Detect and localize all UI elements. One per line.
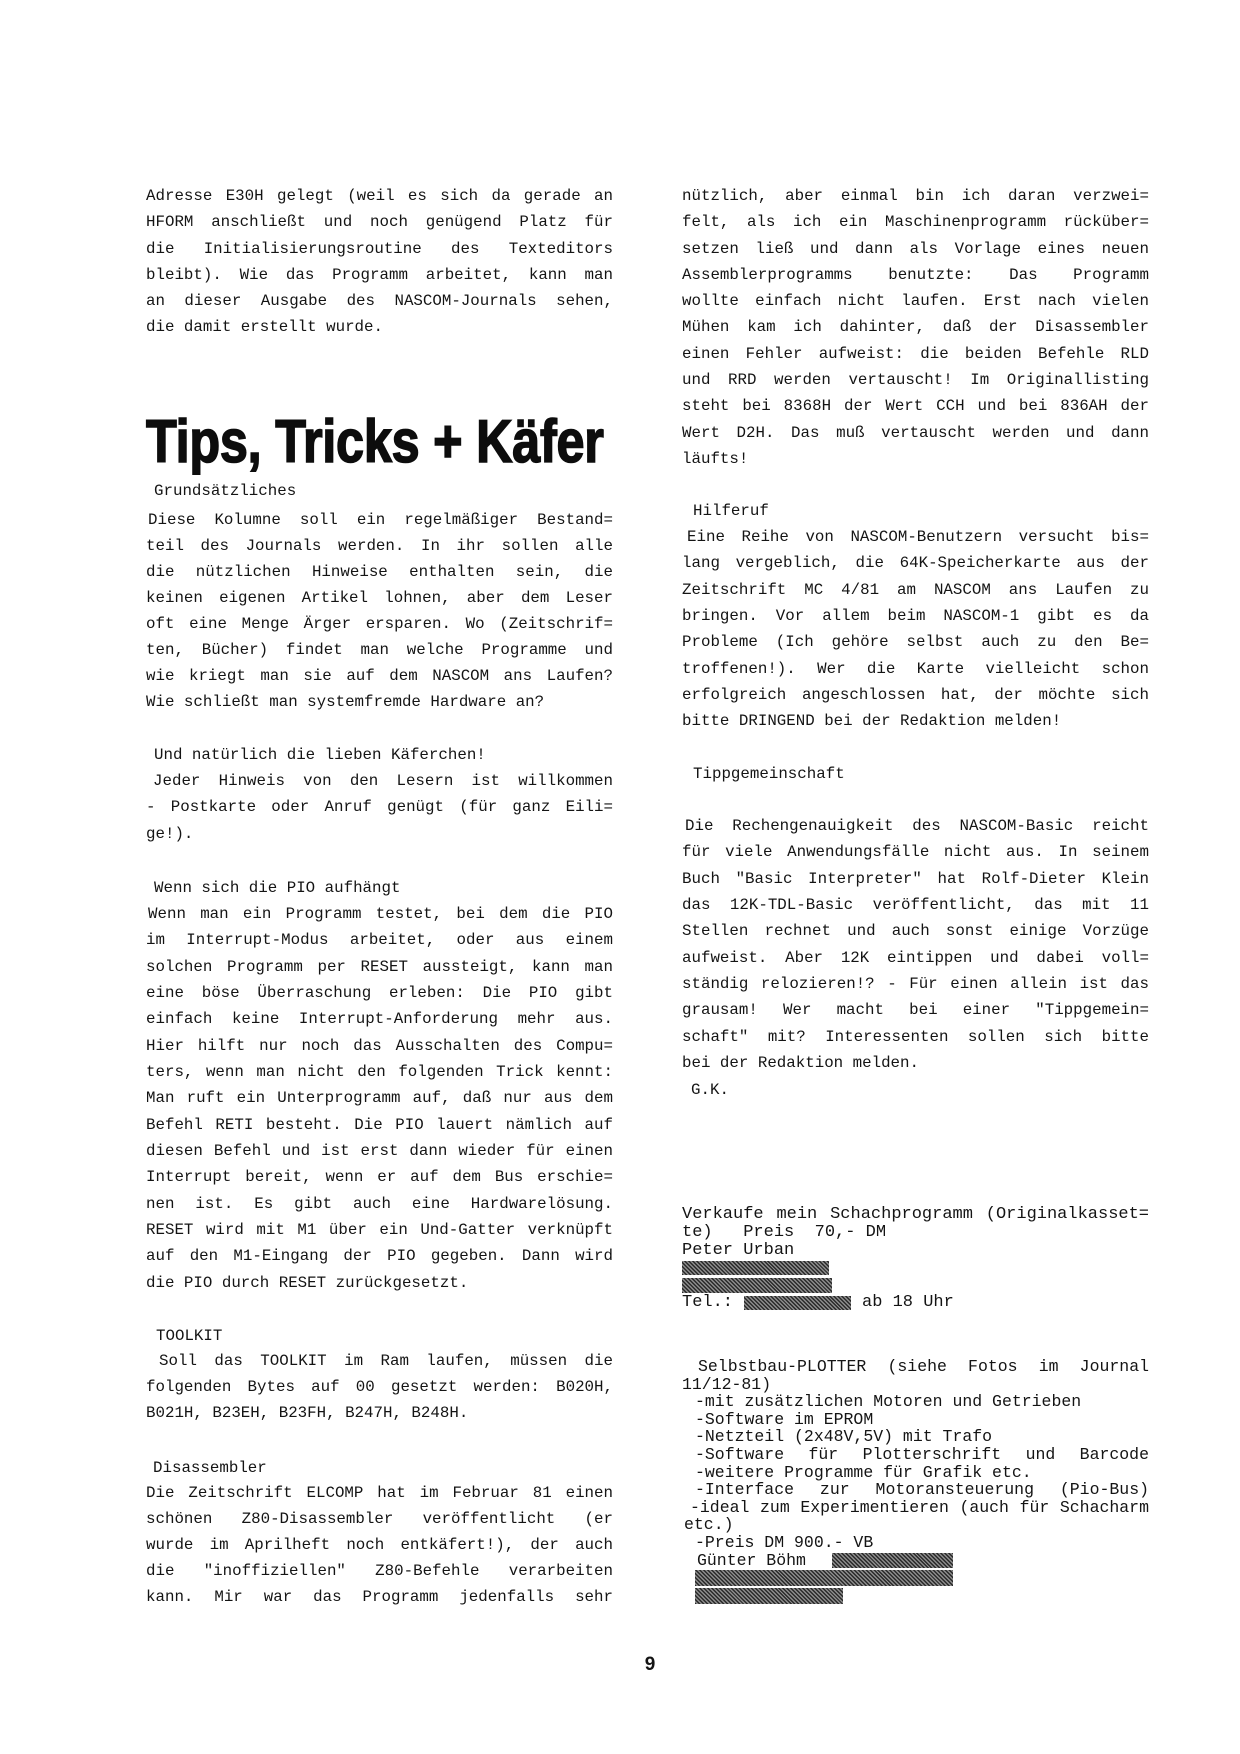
ad-line: Peter Urban: [682, 1241, 795, 1260]
ad-line: Selbstbau-PLOTTER (siehe Fotos im Journal: [698, 1357, 1149, 1376]
text-line: Man ruft ein Unterprogramm auf, daß nur aus dem: [146, 1089, 613, 1108]
text-line: Assemblerprogramms benutzte: Das Programm: [682, 265, 1149, 284]
intro-paragraph: [146, 183, 613, 341]
text-line: Soll das TOOLKIT im Ram laufen, müssen die: [159, 1352, 613, 1370]
text-line: felt, als ich ein Maschinenprogramm rücküber=: [682, 213, 1149, 232]
redacted-phone-bar: [744, 1296, 851, 1310]
text-line: Diese Kolumne soll ein regelmäßiger Bestand=: [148, 511, 613, 529]
text-line: Hier hilft nur noch das Ausschalten des Compu=: [146, 1036, 613, 1055]
text-line: Interrupt bereit, wenn er auf dem Bus erschie=: [146, 1168, 613, 1187]
text-line: an dieser Ausgabe des NASCOM-Journals sehen,: [146, 292, 613, 311]
text-line: die PIO durch RESET zurückgesetzt.: [146, 1273, 469, 1292]
section-heading-grundsaetzliches: Grundsätzliches: [154, 482, 297, 500]
kaeferchen-paragraph: [146, 768, 613, 847]
text-line: aufweist. Aber 12K eintippen und dabei voll=: [682, 948, 1149, 967]
ad-line: -ideal zum Experimentieren (auch für Schacharm: [690, 1497, 1149, 1517]
text-line: Probleme (Ich gehöre selbst auch zu den Be=: [682, 633, 1149, 652]
classified-ad-plotter: [682, 1358, 1149, 1569]
disassembler-paragraph: [146, 1481, 613, 1611]
text-line: auf den M1-Eingang der PIO gegeben. Dann wird: [146, 1247, 613, 1266]
text-line: einen Fehler aufweist: die beiden Befehle RLD: [682, 344, 1149, 363]
section-heading-disassembler: Disassembler: [153, 1459, 267, 1477]
text-line: wie kriegt man sie auf dem NASCOM ans Laufen?: [146, 667, 613, 686]
ad-line: -weitere Programme für Grafik etc.: [695, 1462, 1032, 1482]
ad-line: -Netzteil (2x48V,5V) mit Trafo: [695, 1427, 993, 1447]
text-line: Die Zeitschrift ELCOMP hat im Februar 81 einen: [146, 1484, 613, 1502]
ad-line: -Software für Plotterschrift und Barcode: [695, 1444, 1149, 1464]
text-line: schönen Z80-Disassembler veröffentlicht (er: [146, 1509, 613, 1528]
section-heading-hilferuf: Hilferuf: [693, 502, 769, 520]
text-line: RESET wird mit M1 über ein Und-Gatter verknüpft: [146, 1220, 613, 1239]
text-line: das 12K-TDL-Basic veröffentlicht, das mit 11: [682, 896, 1149, 915]
text-line: läufts!: [682, 449, 749, 468]
ad-line: te) Preis 70,- DM: [682, 1223, 887, 1242]
text-line: Eine Reihe von NASCOM-Benutzern versucht bis=: [687, 528, 1149, 546]
ad-line: -Software im EPROM: [695, 1409, 874, 1429]
text-line: - Postkarte oder Anruf genügt (für ganz Eili=: [146, 798, 613, 817]
ad-line: etc.): [684, 1515, 734, 1535]
ad-line: -mit zusätzlichen Motoren und Getrieben: [695, 1392, 1082, 1412]
text-line: die Initialisierungsroutine des Texteditors: [146, 239, 613, 258]
page-number: 9: [644, 1654, 656, 1675]
text-line: bei der Redaktion melden.: [682, 1054, 919, 1073]
toolkit-paragraph: [146, 1348, 613, 1427]
text-line: oft eine Menge Ärger ersparen. Wo (Zeitschrif=: [146, 615, 613, 634]
text-line: nen ist. Es gibt auch eine Hardwarelösung.: [146, 1194, 613, 1213]
tippgemeinschaft-paragraph: [682, 813, 1149, 1076]
tel-label: Tel.:: [682, 1293, 734, 1312]
disassembler-continued-paragraph: [682, 183, 1149, 472]
text-line: Adresse E30H gelegt (weil es sich da gerade an: [146, 187, 613, 205]
text-line: für viele Anwendungsfälle nicht aus. In seinem: [682, 843, 1149, 862]
text-line: im Interrupt-Modus arbeitet, oder aus einem: [146, 931, 613, 950]
text-line: die nützlichen Hinweise enthalten sein, die: [146, 563, 613, 582]
redacted-address-bar: [832, 1553, 953, 1568]
author-signature: G.K.: [691, 1081, 729, 1099]
redacted-address-bar: [682, 1261, 829, 1275]
pio-paragraph: [146, 901, 613, 1296]
text-line: nützlich, aber einmal bin ich daran verzwei=: [682, 187, 1149, 205]
hilferuf-paragraph: [682, 524, 1149, 735]
text-line: Mühen kam ich dahinter, daß der Disassembler: [682, 318, 1149, 337]
text-line: ters, wenn man nicht den folgenden Trick kennt:: [146, 1062, 613, 1081]
text-line: Befehl RETI besteht. Die PIO lauert nämlich auf: [146, 1115, 613, 1134]
text-line: lang vergeblich, die 64K-Speicherkarte aus der: [682, 554, 1149, 573]
text-line: ten, Bücher) findet man welche Programme und: [146, 641, 613, 660]
text-line: grausam! Wer macht bei einer "Tippgemein=: [682, 1001, 1149, 1020]
ad-line: -Interface zur Motoransteuerung (Pio-Bus): [695, 1480, 1149, 1500]
text-line: ge!).: [146, 824, 194, 843]
text-line: Wie schließt man systemfremde Hardware an?: [146, 693, 545, 712]
text-line: kann. Mir war das Programm jedenfalls sehr: [146, 1587, 613, 1606]
text-line: steht bei 8368H der Wert CCH und bei 836AH der: [682, 397, 1149, 416]
text-line: Wert D2H. Das muß vertauscht werden und dann: [682, 423, 1149, 442]
section-heading-kaeferchen: Und natürlich die lieben Käferchen!: [154, 746, 486, 764]
text-line: wollte einfach nicht laufen. Erst nach vielen: [682, 292, 1149, 311]
text-line: eine böse Überraschung erleben: Die PIO gibt: [146, 983, 613, 1002]
section-heading-toolkit: TOOLKIT: [156, 1327, 223, 1345]
text-line: bitte DRINGEND bei der Redaktion melden!: [682, 712, 1062, 731]
ad-line: -Preis DM 900.- VB: [695, 1532, 874, 1552]
text-line: Jeder Hinweis von den Lesern ist willkommen: [153, 772, 613, 790]
text-line: bringen. Vor allem beim NASCOM-1 gibt es da: [682, 606, 1149, 625]
text-line: die damit erstellt wurde.: [146, 318, 383, 337]
grundsaetzliches-paragraph: [146, 507, 613, 715]
text-line: HFORM anschließt und noch genügend Platz für: [146, 213, 613, 232]
text-line: solchen Programm per RESET aussteigt, kann man: [146, 957, 613, 976]
text-line: Buch "Basic Interpreter" hat Rolf-Dieter Klein: [682, 869, 1149, 888]
ad-line: 11/12-81): [682, 1374, 772, 1394]
redacted-address-bar: [695, 1570, 953, 1586]
text-line: Wenn man ein Programm testet, bei dem die PIO: [148, 905, 613, 923]
text-line: schaft" mit? Interessenten sollen sich bitte: [682, 1027, 1149, 1046]
contact-name: Günter Böhm: [697, 1550, 806, 1570]
text-line: und RRD werden vertauscht! Im Originallisting: [682, 371, 1149, 390]
text-line: teil des Journals werden. In ihr sollen alle: [146, 537, 613, 556]
text-line: setzen ließ und dann als Vorlage eines neuen: [682, 239, 1149, 258]
text-line: diesen Befehl und ist erst dann wieder für einen: [146, 1141, 613, 1160]
text-line: Die Rechengenauigkeit des NASCOM-Basic reicht: [685, 817, 1149, 835]
ad-line: Verkaufe mein Schachprogramm (Originalkasset=: [682, 1205, 1149, 1224]
text-line: troffenen!). Wer die Karte vielleicht schon: [682, 659, 1149, 678]
redacted-address-bar: [695, 1588, 843, 1604]
text-line: bleibt). Wie das Programm arbeitet, kann man: [146, 265, 613, 284]
text-line: keinen eigenen Artikel lohnen, aber dem Leser: [146, 589, 613, 608]
text-line: ständig relozieren!? - Für einen allein ist das: [682, 975, 1149, 994]
tel-suffix: ab 18 Uhr: [862, 1293, 954, 1312]
section-heading-tippgemeinschaft: Tippgemeinschaft: [693, 765, 845, 783]
text-line: einfach keine Interrupt-Anforderung mehr aus.: [146, 1010, 613, 1029]
text-line: Zeitschrift MC 4/81 am NASCOM ans Laufen zu: [682, 580, 1149, 599]
text-line: Stellen rechnet und auch sonst einige Vorzüge: [682, 922, 1149, 941]
page-title: Tips, Tricks + Käfer: [146, 408, 604, 475]
text-line: B021H, B23EH, B23FH, B247H, B248H.: [146, 1404, 469, 1423]
section-heading-pio: Wenn sich die PIO aufhängt: [154, 879, 401, 897]
redacted-address-bar: [682, 1278, 832, 1293]
text-line: folgenden Bytes auf 00 gesetzt werden: B020H,: [146, 1378, 613, 1397]
text-line: die "inoffiziellen" Z80-Befehle verarbeiten: [146, 1561, 613, 1580]
text-line: erfolgreich angeschlossen hat, der möchte sich: [682, 685, 1149, 704]
classified-ad-schach: [682, 1206, 1149, 1260]
text-line: wurde im Aprilheft noch entkäfert!), der auch: [146, 1535, 613, 1554]
